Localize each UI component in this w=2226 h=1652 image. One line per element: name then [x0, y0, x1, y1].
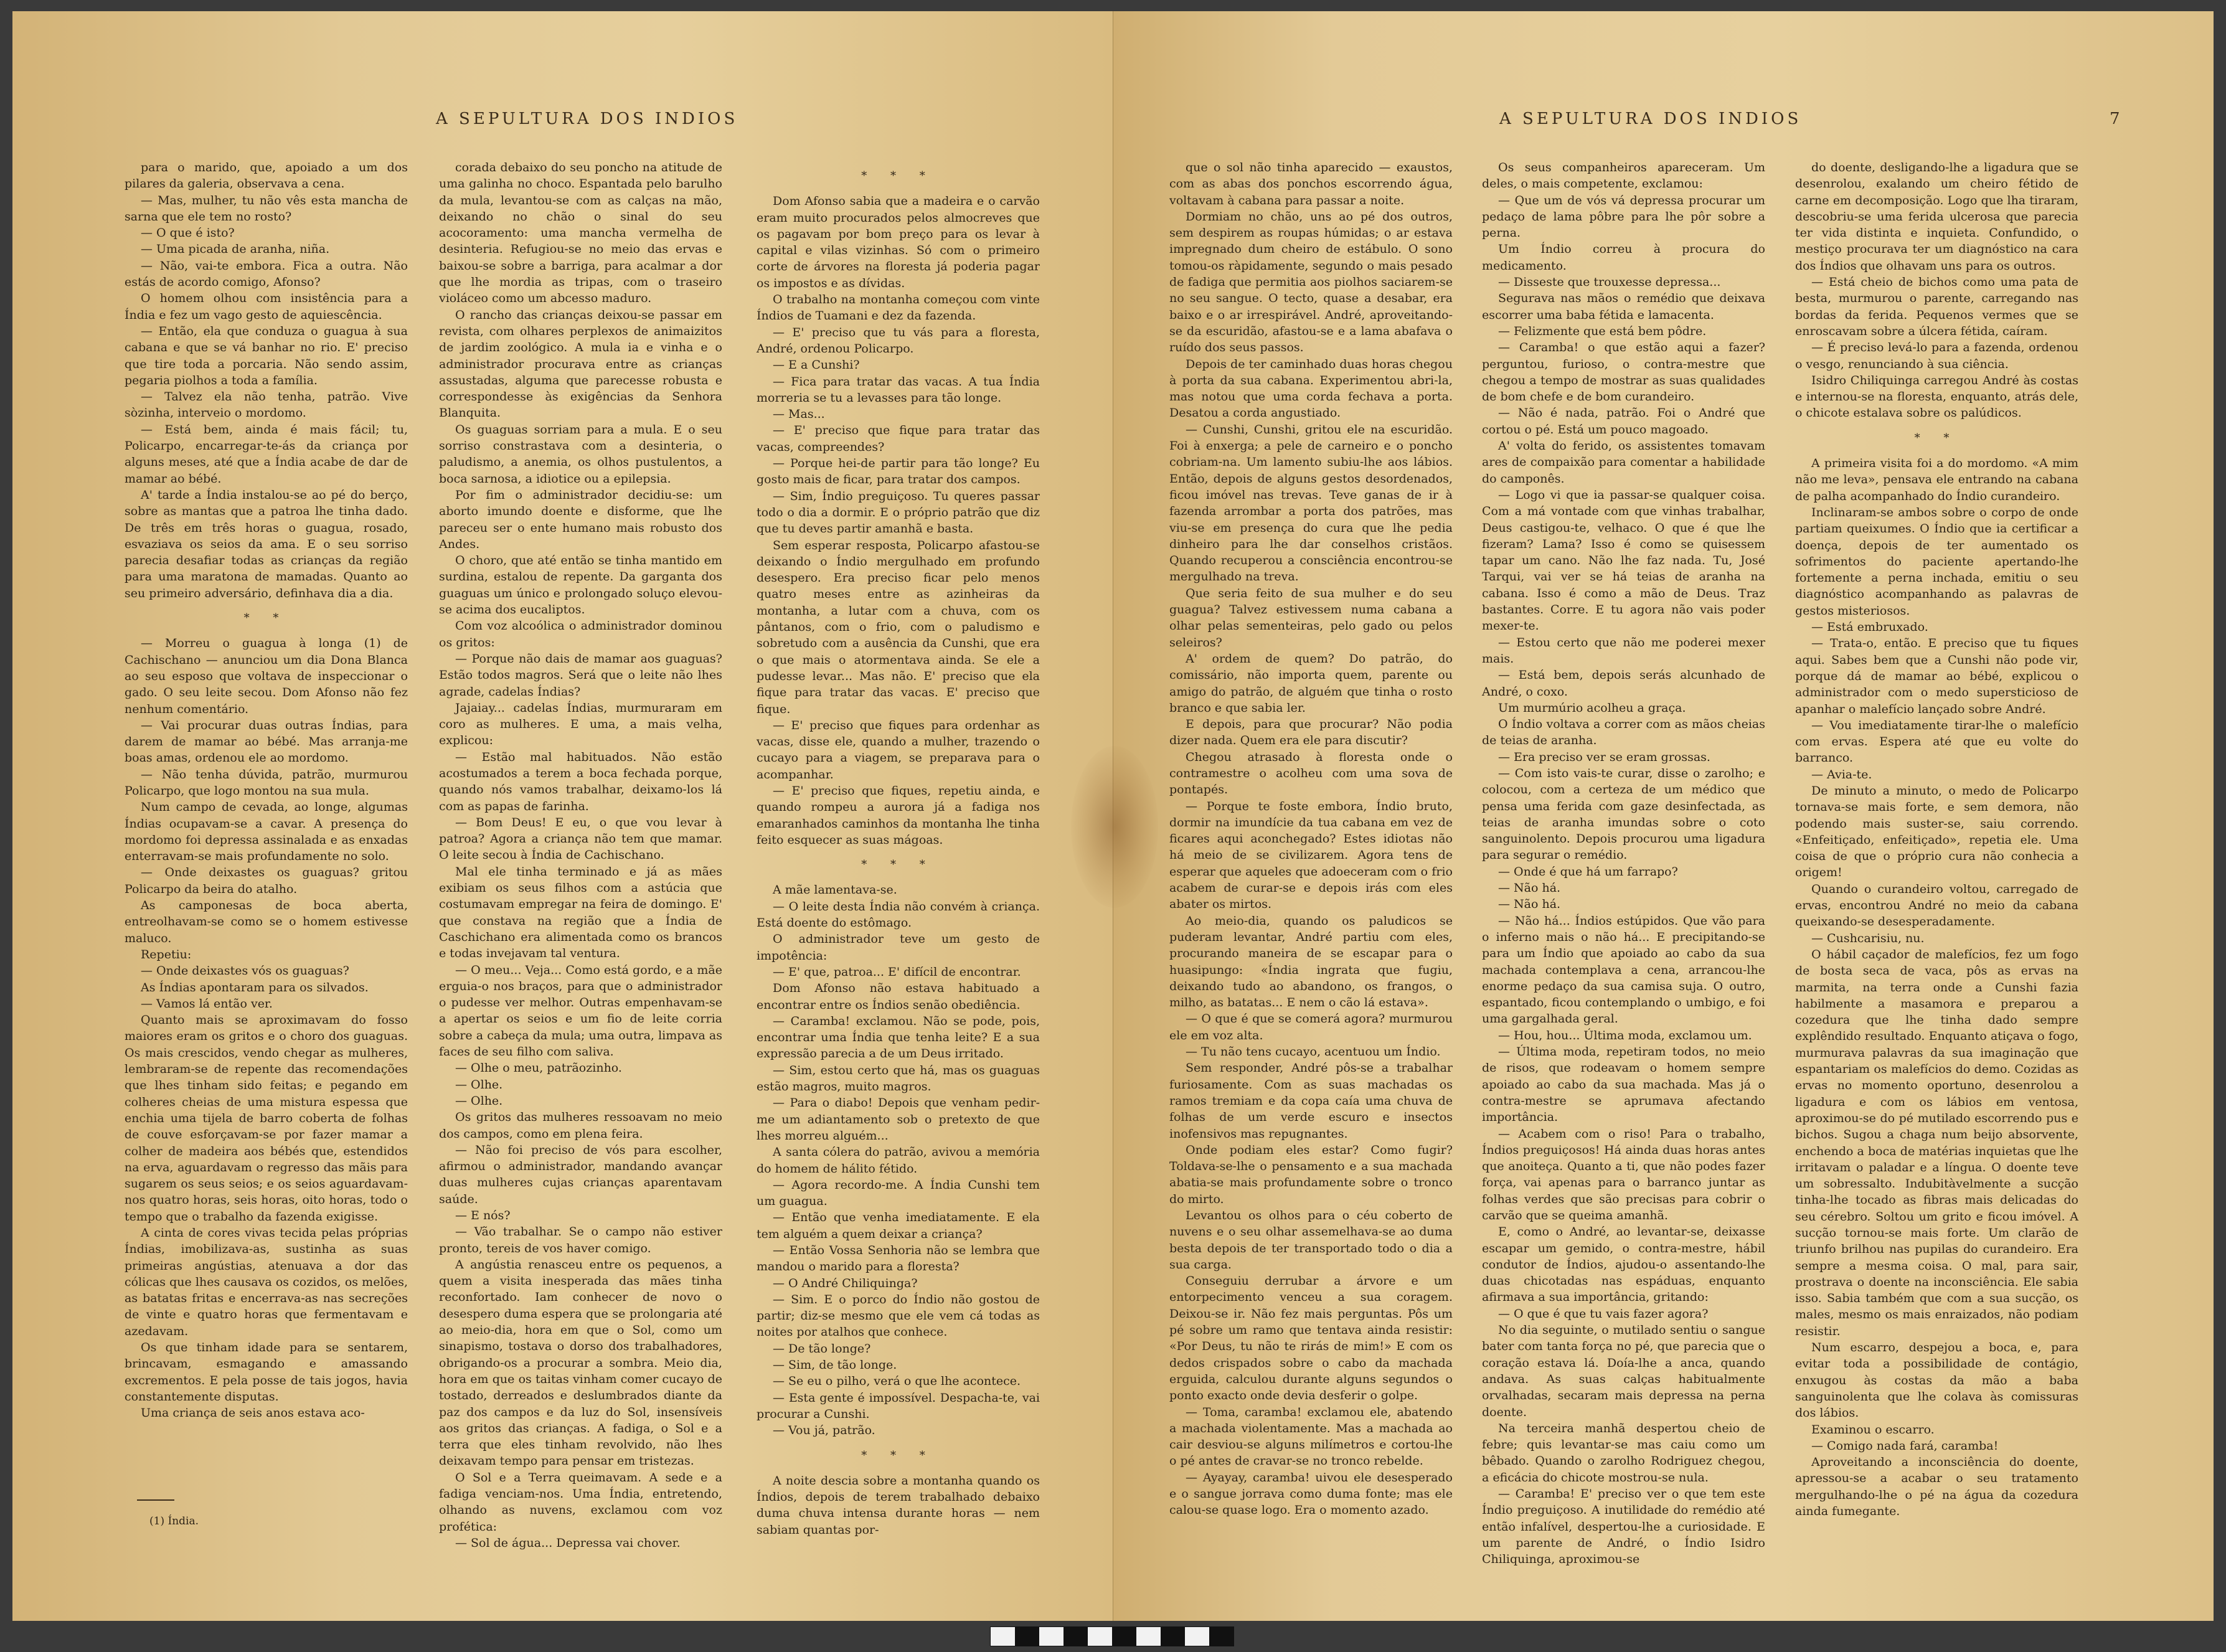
paragraph: — Sim. E o porco do Índio não gostou de partir; diz-se mesmo que ele vem cá todas as noites por atalhos que conhece.: [757, 1292, 1040, 1339]
paragraph: — Não há.: [1498, 897, 1561, 912]
paragraph: — O que é que tu vais fazer agora?: [1498, 1306, 1709, 1321]
paragraph: — Agora recordo-me. A Índia Cunshi tem um guagua.: [757, 1178, 1040, 1209]
paragraph: Os gritos das mulheres ressoavam no meio dos campos, como em plena feira.: [439, 1110, 722, 1141]
paragraph: — De tão longe?: [773, 1341, 871, 1356]
paragraph: corada debaixo do seu poncho na atitude de uma galinha no choco. Espantada pelo barulho da mula, levantou-se com as calças na mão, deixando no chão o sinal do seu acocoramento: uma mancha vermelha de desinteria. Refugiou-se no meio das ervas e baixou-se sobre a barriga, para acalmar a dor que lhe mordia as tripas, com o traseiro violáceo como um abcesso maduro.: [439, 161, 722, 306]
paragraph: O Sol e a Terra queimavam. A sede e a fadiga venciam-nos. Uma Índia, entretendo, olhando as nuvens, exclamou com voz profética:: [439, 1470, 722, 1534]
paragraph: — O que é isto?: [141, 226, 235, 240]
paragraph: Examinou o escarro.: [1811, 1422, 1935, 1437]
section-separator: * * *: [861, 858, 935, 872]
left-page: [12, 11, 1113, 1621]
paragraph: — Não há.: [1498, 881, 1561, 895]
paragraph: para o marido, que, apoiado a um dos pilares da galeria, observava a cena.: [125, 161, 408, 191]
scale-ruler: [990, 1626, 1234, 1646]
paragraph: Num campo de cevada, ao longe, algumas Índias ocupavam-se a cavar. A presença do mordomo foi depressa assinalada e as enxadas enterravam-se mais profundamente no solo.: [125, 800, 408, 864]
paragraph: — Caramba! o que estão aqui a fazer? perguntou, furioso, o contra-mestre que chegou a tempo de mostrar as suas qualidades de bom chefe e de bom curandeiro.: [1482, 341, 1765, 404]
left-column-1: [125, 159, 408, 1504]
paragraph: do doente, desligando-lhe a ligadura que se desenrolou, exalando um cheiro fétido de carne em decomposição. Logo que lha tiraram, descobriu-se uma ferida ulcerosa que parecia ter vida distinta e inquieta. Confundido, o mestiço procurava ter um diagnóstico na cara dos Índios que olhavam uns para os outros.: [1795, 161, 2078, 273]
paragraph: A' ordem de quem? Do patrão, do comissário, não importa quem, parente ou amigo do patrão, de alguém que tinha o rosto branco e que sabia ler.: [1169, 651, 1453, 715]
section-separator: * * *: [861, 169, 935, 182]
paragraph: Por fim o administrador decidiu-se: um aborto imundo doente e disforme, que lhe pareceu ser o ente humano mais robusto dos Andes.: [439, 488, 722, 551]
paragraph: — Talvez ela não tenha, patrão. Vive sòzinha, interveio o mordomo.: [125, 390, 408, 420]
paragraph: O hábil caçador de malefícios, fez um fogo de bosta seca de vaca, pôs as ervas na marmita, na terra onde a Cunshi fazia habilmente a masamora e preparou a cozedura que lhe tinha dado sempre explêndido resultado. Enquanto atiçava o fogo, murmurava palavras da sua imaginação que espantariam os malefícios do demo. Cozidas as ervas no momento oportuno, desenrolou a ligadura e com os lábios em ventosa, aproximou-se do pé mutilado escorrendo pus e bichos. Sugou a chaga num beijo absorvente, enchendo a boca de matérias inquietas que lhe irritavam o paladar e a língua. O doente teve um sobressalto. Indubitàvelmente a sucção tinha-lhe tocado as fibras mais delicadas do seu cérebro. Soltou um grito e ficou imóvel. A sucção tornou-se mais forte. Um clarão de triunfo brilhou nas pupilas do curandeiro. Era sempre a mesma coisa. O mal, para sair, prostrava o doente na inconsciência. Ele sabia isso. Sabia também que com a sua sucção, os males, mesmo os mais enraizados, não podiam resistir.: [1795, 947, 2078, 1338]
paragraph: — Olhe.: [455, 1077, 503, 1092]
paragraph: Ao meio-dia, quando os paludicos se puderam levantar, André partiu com eles, procurando maneira de se escapar para o huasipungo: «Índia ingrata que fugiu, deixando tudo ao abandono, os frangos, o milho, as batatas... E nem o cão lá estava».: [1169, 913, 1453, 1010]
paragraph: A primeira visita foi a do mordomo. «A mim não me leva», pensava ele entrando na cabana de palha acompanhado do Índio curandeiro.: [1795, 456, 2078, 503]
paragraph: Repetiu:: [141, 947, 192, 961]
paragraph: — Olhe.: [455, 1093, 503, 1108]
paragraph: Os seus companheiros apareceram. Um deles, o mais competente, exclamou:: [1482, 161, 1765, 191]
paragraph: — Estou certo que não me poderei mexer mais.: [1482, 635, 1765, 666]
paragraph: E depois, para que procurar? Não podia dizer nada. Quem era ele para discutir?: [1169, 717, 1453, 748]
paragraph: — Está cheio de bichos como uma pata de besta, murmurou o parente, carregando nas bordas da ferida. Pequenos vermes que se enroscavam sobre a úlcera fétida, caíram.: [1795, 275, 2078, 338]
paragraph: Isidro Chiliquinga carregou André às costas e internou-se na floresta, enquanto, atrás dele, o chicote estalava sobre os palúdicos.: [1795, 373, 2078, 420]
paragraph: Dom Afonso sabia que a madeira e o carvão eram muito procurados pelos almocreves que os pagavam por bom preço para os levar à capital e vilas vizinhas. Só com o primeiro corte de árvores na floresta já poderia pagar os impostos e as dívidas.: [757, 194, 1040, 290]
paragraph: — Hou, hou... Última moda, exclamou um.: [1498, 1028, 1752, 1042]
paragraph: Os guaguas sorriam para a mula. E o seu sorriso constrastava com a desinteria, o paludismo, a anemia, os olhos pustulentos, a boca sarnosa, a idiotice ou a epilepsia.: [439, 422, 722, 486]
paragraph: Jajaiay... cadelas Índias, murmuraram em coro as mulheres. E uma, a mais velha, explicou:: [439, 701, 722, 748]
left-running-header: A SEPULTURA DOS INDIOS: [436, 110, 738, 128]
paragraph: — É preciso levá-lo para a fazenda, ordenou o vesgo, renunciando à sua ciência.: [1795, 341, 2078, 371]
paragraph: — Então que venha imediatamente. E ela tem alguém a quem deixar a criança?: [757, 1211, 1040, 1241]
paragraph: — Vai procurar duas outras Índias, para darem de mamar ao bébé. Mas arranja-me boas amas, ordenou ele ao mordomo.: [125, 718, 408, 765]
paragraph: — Fica para tratar das vacas. A tua Índia morreria se tu a levasses para tão longe.: [757, 374, 1040, 405]
section-separator: * *: [1914, 431, 1960, 445]
paragraph: — Não tenha dúvida, patrão, murmurou Policarpo, que logo montou na sua mula.: [125, 767, 408, 798]
paragraph: — Uma picada de aranha, niña.: [141, 242, 330, 257]
paragraph: — Não, vai-te embora. Fica a outra. Não estás de acordo comigo, Afonso?: [125, 258, 408, 290]
paragraph: — Então, ela que conduza o guagua à sua cabana e que se vá banhar no rio. E' preciso que tire toda a porcaria. Não sendo assim, pegaria piolhos a toda a família.: [125, 324, 408, 387]
paragraph: Uma criança de seis anos estava aco-: [141, 1406, 365, 1420]
paragraph: — Caramba! exclamou. Não se pode, pois, encontrar uma Índia que tenha leite? E a sua expressão parecia a de um Deus irritado.: [757, 1014, 1040, 1061]
paragraph: Mal ele tinha terminado e já as mães exibiam os seus filhos com a astúcia que costumavam empregar na feira de domingo. E' que constava na região que a Índia de Caschichano era alimentada como os brancos e todas invejavam tal ventura.: [439, 864, 722, 961]
paragraph: — E nós?: [455, 1209, 511, 1222]
paragraph: — Tu não tens cucayo, acentuou um Índio.: [1186, 1045, 1441, 1059]
paragraph: Aproveitando a inconsciência do doente, apressou-se a acabar o seu tratamento mergulhando-lhe o pé na água da cozedura ainda fumegante.: [1795, 1455, 2078, 1519]
paragraph: — Logo vi que ia passar-se qualquer coisa. Com a má vontade com que vinhas trabalhar, Deus castigou-te, velhaco. O que é que lhe fizeram? Lama? Isso é como se quisessem tapar um cano. Não lhe faz nada. Tu, José Tarqui, vai ver se há teias de aranha na cabana. Isso é como a mão de Deus. Traz bastantes. Corre. E tu agora não vais poder mexer-te.: [1482, 488, 1765, 633]
paragraph: O choro, que até então se tinha mantido em surdina, estalou de repente. Da garganta dos guaguas um único e prolongado soluço elevou-se acima dos eucaliptos.: [439, 554, 722, 617]
left-column-2: [439, 159, 722, 1550]
right-running-header: A SEPULTURA DOS INDIOS: [1499, 110, 1802, 128]
paragraph: — Esta gente é impossível. Despacha-te, vai procurar a Cunshi.: [757, 1390, 1040, 1421]
paragraph: — Vamos lá então ver.: [141, 996, 273, 1011]
paragraph: No dia seguinte, o mutilado sentiu o sangue bater com tanta força no pé, que parecia que o coração estava lá. Doía-lhe a anca, quando andava. As suas calças habitualmente orvalhadas, secaram mais depressa na perna doente.: [1482, 1323, 1765, 1419]
paragraph: — Porque não dais de mamar aos guaguas? Estão todos magros. Será que o leite não lhes agrade, cadelas Índias?: [439, 651, 722, 699]
paragraph: — Acabem com o riso! Para o trabalho, Índios preguiçosos! Há ainda duas horas antes que anoiteça. Quanto a ti, que não podes fazer força, vai apenas para o barranco juntar as folhas verdes que são precisas para cobrir o carvão que se queima amanhã.: [1482, 1126, 1765, 1222]
paragraph: — Cushcarisiu, nu.: [1811, 931, 1925, 945]
water-stain: [1071, 746, 1158, 908]
paragraph: — Vou já, patrão.: [773, 1423, 875, 1438]
paragraph: — E' preciso que tu vás para a floresta, André, ordenou Policarpo.: [757, 325, 1040, 356]
paragraph: — Trata-o, então. E preciso que tu fiques aqui. Sabes bem que a Cunshi não pode vir, porque dá de mamar ao bébé, explicou o administrador com o medo supersticioso de apanhar o malefício lançado sobre André.: [1795, 636, 2078, 716]
paragraph: Dom Afonso não estava habituado a encontrar entre os Índios senão obediência.: [757, 981, 1040, 1012]
paragraph: — Onde deixastes vós os guaguas?: [141, 964, 349, 978]
paragraph: — O André Chiliquinga?: [773, 1276, 918, 1290]
section-separator: * *: [243, 611, 289, 625]
paragraph: Quando o curandeiro voltou, carregado de ervas, encontrou André no meio da cabana queixando-se desesperadamente.: [1795, 882, 2078, 929]
book-spread: [12, 11, 2214, 1621]
paragraph: A santa cólera do patrão, avivou a memória do homem de hálito fétido.: [757, 1145, 1040, 1176]
right-column-3: [1795, 159, 2078, 1519]
page-number: 7: [2110, 110, 2120, 128]
paragraph: — Vão trabalhar. Se o campo não estiver pronto, tereis de vos haver comigo.: [439, 1225, 722, 1255]
left-column-3: [757, 159, 1040, 1537]
paragraph: — Está embruxado.: [1811, 620, 1928, 635]
right-column-1: [1169, 159, 1453, 1517]
paragraph: Depois de ter caminhado duas horas chegou à porta da sua cabana. Experimentou abri-la, mas notou que uma corda fechava a porta. Desatou a corda angustiado.: [1169, 357, 1453, 420]
paragraph: A noite descia sobre a montanha quando os Índios, depois de terem trabalhado debaixo duma chuva intensa durante horas — nem sabiam quantas por-: [757, 1473, 1040, 1537]
paragraph: A angústia renasceu entre os pequenos, a quem a visita inesperada das mães tinha reconfortado. Iam conhecer de novo o desespero duma espera que se prolongaria até ao meio-dia, hora em que o Sol, como um sinapismo, tostava o dorso dos trabalhadores, obrigando-os a procurar a sombra. Meio dia, hora em que os taitas vinham comer cucayo de tostado, derreados e deslumbrados diante da paz dos campos e da luz do Sol, insensíveis aos gritos das crianças. A fadiga, o Sol e a terra que eles tinham revolvido, não lhes deixavam tempo para pensar em tristezas.: [439, 1257, 722, 1468]
paragraph: — Ayayay, caramba! uivou ele desesperado e o sangue jorrava como duma fonte; mas ele calou-se quase logo. Era o momento azado.: [1169, 1470, 1453, 1517]
paragraph: — Não foi preciso de vós para escolher, afirmou o administrador, mandando avançar duas mulheres cujas crianças aparentavam saúde.: [439, 1143, 722, 1206]
paragraph: — Para o diabo! Depois que venham pedir-me um adiantamento sob o pretexto de que lhes morreu alguém...: [757, 1096, 1040, 1143]
paragraph: O homem olhou com insistência para a Índia e fez um vago gesto de aquiescência.: [125, 291, 408, 322]
paragraph: — O meu... Veja... Como está gordo, e a mãe erguia-o nos braços, para que o administrador o pudesse ver melhor. Outras empenhavam-se a apertar os seios e um fio de leite corria sobre a cabeça da mula; uma outra, limpava as faces de seu filho com saliva.: [439, 963, 722, 1059]
paragraph: — Morreu o guagua à longa (1) de Cachischano — anunciou um dia Dona Blanca ao seu esposo que voltava de inspeccionar o gado. O seu leite secou. Dom Afonso não fez nenhum comentário.: [125, 636, 408, 716]
paragraph: — Sol de água... Depressa vai chover.: [455, 1536, 681, 1550]
paragraph: A' volta do ferido, os assistentes tomavam ares de compaixão para comentar a habilidade do camponês.: [1482, 439, 1765, 486]
paragraph: Os que tinham idade para se sentarem, brincavam, esmagando e amassando excrementos. E pela posse de tais jogos, havia constantemente disputas.: [125, 1341, 408, 1404]
paragraph: Que seria feito de sua mulher e do seu guagua? Talvez estivessem numa cabana a olhar pelas sementeiras, pelo gado ou pelos seleiros?: [1169, 586, 1453, 649]
paragraph: — Última moda, repetiram todos, no meio de risos, que rodeavam o homem sempre apoiado ao cabo da sua machada. Mas já o contra-mestre se aprumava afectando importância.: [1482, 1045, 1765, 1125]
footnote-rule: [137, 1499, 174, 1501]
paragraph: — Não há... Índios estúpidos. Que vão para o inferno mais o não há... E precipitando-se para um Índio que apoiado ao cabo da sua machada contemplava a cena, arrancou-lhe enorme pedaço da sua camisa suja. O outro, espantado, ficou contemplando o umbigo, e foi uma gargalhada geral.: [1482, 913, 1765, 1026]
paragraph: — Mas...: [773, 407, 825, 422]
paragraph: Sem esperar resposta, Policarpo afastou-se deixando o Índio mergulhado em profundo desespero. Era preciso ficar pelo menos quatro meses entre as azinheiras da montanha, a lutar com a chuva, com os pântanos, com o frio, com o paludismo e sobretudo com a ausência da Cunshi, que era o que mais o atormentava ainda. Se ele a pudesse levar... Mas não. E' preciso que ela fique para tratar das vacas. E' preciso que fique.: [757, 538, 1040, 716]
paragraph: O administrador teve um gesto de impotência:: [757, 932, 1040, 963]
paragraph: — Onde é que há um farrapo?: [1498, 864, 1678, 879]
paragraph: — Vou imediatamente tirar-lhe o malefício com ervas. Espera até que eu volte do barranco.: [1795, 718, 2078, 765]
paragraph: — Avia-te.: [1811, 767, 1872, 781]
paragraph: Inclinaram-se ambos sobre o corpo de onde partiam queixumes. O Índio que ia certificar a doença, depois de ter aumentado os sofrimentos do paciente apertando-lhe fortemente a perna inchada, emitiu o seu diagnóstico acompanhando as palavras de gestos misteriosos.: [1795, 505, 2078, 618]
paragraph: Conseguiu derrubar a árvore e um entorpecimento venceu a sua coragem. Deixou-se ir. Não fez mais perguntas. Pôs um pé sobre um ramo que tentava ainda resistir: «Por Deus, tu não te rirás de mim!» E com os dedos crispados sobre o cabo da machada erguida, calculou durante alguns segundos o ponto exacto onde devia desferir o golpe.: [1169, 1274, 1453, 1403]
paragraph: — Estão mal habituados. Não estão acostumados a terem a boca fechada porque, quando nós vamos trabalhar, deixamo-los lá com as papas de farinha.: [439, 750, 722, 813]
paragraph: — E a Cunshi?: [773, 358, 860, 372]
paragraph: — Está bem, ainda é mais fácil; tu, Policarpo, encarregar-te-ás da criança por alguns meses, até que a Índia acabe de dar de mamar ao bébé.: [125, 422, 408, 486]
paragraph: Levantou os olhos para o céu coberto de nuvens e o seu olhar assemelhava-se ao duma besta depois de ter transportado todo o dia a sua carga.: [1169, 1209, 1453, 1272]
paragraph: — Então Vossa Senhoria não se lembra que mandou o marido para a floresta?: [757, 1244, 1040, 1274]
paragraph: — Está bem, depois serás alcunhado de André, o coxo.: [1482, 668, 1765, 699]
paragraph: A mãe lamentava-se.: [773, 883, 897, 897]
paragraph: Um murmúrio acolheu a graça.: [1498, 701, 1686, 715]
paragraph: As camponesas de boca aberta, entreolhavam-se como se o homem estivesse maluco.: [125, 899, 408, 945]
paragraph: — Que um de vós vá depressa procurar um pedaço de lama pôbre para lhe pôr sobre a perna.: [1482, 193, 1765, 240]
paragraph: — Sim, de tão longe.: [773, 1358, 897, 1372]
paragraph: — Cunshi, Cunshi, gritou ele na escuridão. Foi à enxerga; a pele de carneiro e o poncho cobriam-na. Um lamento subiu-lhe aos lábios. Então, depois de alguns gestos desordenados, ficou imóvel nas trevas. Teve ganas de ir à fazenda arrombar a porta dos patrões, mas viu-se em presença do cura que lhe pedia dinheiro para lhe dar conselhos cristãos. Quando recuperou a consciência encontrou-se mergulhado na treva.: [1169, 422, 1453, 584]
paragraph: Segurava nas mãos o remédio que deixava escorrer uma baba fétida e lamacenta.: [1482, 291, 1765, 322]
paragraph: — Toma, caramba! exclamou ele, abatendo a machada violentamente. Mas a machada ao cair desviou-se alguns milímetros e cortou-lhe o pé antes de cravar-se no tronco rebelde.: [1169, 1405, 1453, 1468]
footnote: (1) Índia.: [149, 1515, 199, 1527]
paragraph: Sem responder, André pôs-se a trabalhar furiosamente. Com as suas machadas os ramos tremiam e da copa caía uma chuva de folhas de um verde escuro e insectos inofensivos mas repugnantes.: [1169, 1061, 1453, 1141]
paragraph: Dormiam no chão, uns ao pé dos outros, sem despirem as roupas húmidas; o ar estava impregnado dum cheiro de estábulo. O sono tomou-os ràpidamente, segundo o mais pesado de fadiga que permitia aos piolhos saciarem-se no seu sangue. O tecto, quase a desabar, era baixo e o ar irrespirável. André, aproveitando-se da escuridão, afastou-se e a lama abafava o ruído dos seus passos.: [1169, 209, 1453, 355]
paragraph: — E' preciso que fiques para ordenhar as vacas, disse ele, quando a mulher, trazendo o cucayo para a viagem, se preparava para o acompanhar.: [757, 718, 1040, 781]
paragraph: Chegou atrasado à floresta onde o contramestre o acolheu com uma sova de pontapés.: [1169, 750, 1453, 797]
paragraph: As Índias apontaram para os silvados.: [141, 980, 369, 994]
paragraph: — Onde deixastes os guaguas? gritou Policarpo da beira do atalho.: [125, 866, 408, 896]
paragraph: — O leite desta Índia não convém à criança. Está doente do estômago.: [757, 899, 1040, 930]
right-page: [1113, 11, 2214, 1621]
paragraph: A cinta de cores vivas tecida pelas próprias Índias, imobilizava-as, sustinha as suas primeiras angústias, atenuava a dor das cólicas que lhes causava os cozidos, os melões, as batatas fritas e encerrava-as nas secreções de vinte e quatro horas que fermentavam e azedavam.: [125, 1226, 408, 1338]
paragraph: Um Índio correu à procura do medicamento.: [1482, 242, 1765, 273]
paragraph: — Disseste que trouxesse depressa...: [1498, 275, 1721, 290]
paragraph: — Mas, mulher, tu não vês esta mancha de sarna que ele tem no rosto?: [125, 193, 408, 224]
paragraph: — Caramba! E' preciso ver o que tem este Índio preguiçoso. A inutilidade do remédio até então infalível, despertou-lhe a curiosidade. E um parente de André, o Índio Isidro Chiliquinga, aproximou-se: [1482, 1487, 1765, 1567]
paragraph: — Bom Deus! E eu, o que vou levar à patroa? Agora a criança não tem que mamar. O leite secou à Índia de Cachischano.: [439, 815, 722, 862]
paragraph: — Com isto vais-te curar, disse o zarolho; e colocou, com a certeza de um médico que pensa uma ferida com gaze desinfectada, as teias de aranha imundas sobre o coto sanguinolento. Depois procurou uma ligadura para segurar o remédio.: [1482, 766, 1765, 862]
paragraph: — Sim, Índio preguiçoso. Tu queres passar todo o dia a dormir. E o próprio patrão que diz que tu deves partir amanhã e basta.: [757, 489, 1040, 536]
paragraph: — E' que, patroa... E' difícil de encontrar.: [773, 965, 1021, 979]
paragraph: — Porque te foste embora, Índio bruto, dormir na imundície da tua cabana em vez de ficares aqui aconchegado? Estes idiotas não há meio de se civilizarem. Agora tens de esperar que aqueles que adoeceram com o frio acabem de curar-se e depois irás com eles abater os mirtos.: [1169, 799, 1453, 912]
paragraph: De minuto a minuto, o medo de Policarpo tornava-se mais forte, e sem demora, não podendo mais suster-se, saiu correndo. «Enfeitiçado, enfeitiçado», repetia ele. Uma coisa de que o próprio cura não conhecia a origem!: [1795, 783, 2078, 880]
paragraph: E, como o André, ao levantar-se, deixasse escapar um gemido, o contra-mestre, hábil condutor de Índios, ajudou-o assentando-lhe duas chicotadas nas espáduas, enquanto afirmava a sua importância, gritando:: [1482, 1225, 1765, 1305]
paragraph: O Índio voltava a correr com as mãos cheias de teias de aranha.: [1482, 717, 1765, 748]
paragraph: — Felizmente que está bem pôdre.: [1498, 324, 1707, 338]
paragraph: Com voz alcoólica o administrador dominou os gritos:: [439, 619, 722, 649]
paragraph: — E' preciso que fique para tratar das vacas, compreendes?: [757, 423, 1040, 454]
paragraph: — E' preciso que fiques, repetiu ainda, e quando rompeu a aurora já a fadiga nos emaranhados caminhos da montanha lhe tinha feito esquecer as suas mágoas.: [757, 783, 1040, 847]
paragraph: — O que é que se comerá agora? murmurou ele em voz alta.: [1169, 1012, 1453, 1042]
paragraph: Quanto mais se aproximavam do fosso maiores eram os gritos e o choro dos guaguas. Os mais crescidos, vendo chegar as mulheres, lembraram-se de repente das recomendações que lhes tinham sido feitas; e pegando em colheres cheias de uma mistura espessa que enchia uma tijela de barro coberta de folhas de couve esforçavam-se por fazer mamar a colher de madeira aos bébés que, estendidos na erva, aguardavam o regresso das mãis para sugarem os seus seios; e os seios aguardavam-nos quatro horas, seis horas, oito horas, todo o tempo que o trabalho da fazenda exigisse.: [125, 1013, 408, 1224]
paragraph: — Olhe o meu, patrãozinho.: [455, 1061, 622, 1075]
paragraph: Num escarro, despejou a boca, e, para evitar toda a possibilidade de contágio, enxugou às costas da mão a baba sanguinolenta que lhe colava às comissuras dos lábios.: [1795, 1341, 2078, 1420]
paragraph: que o sol não tinha aparecido — exaustos, com as abas dos ponchos escorrendo água, voltavam à cabana para passar a noite.: [1169, 161, 1453, 207]
paragraph: A' tarde a Índia instalou-se ao pé do berço, sobre as mantas que a patroa lhe tinha dado. De três em três horas o guagua, rosado, esvaziava os seios da ama. E o seu sorriso parecia desafiar todas as crianças da região para uma maratona de mamadas. Quanto ao seu primeiro adversário, definhava dia a dia.: [125, 488, 408, 600]
paragraph: O rancho das crianças deixou-se passar em revista, com olhares perplexos de animaizitos de jardim zoológico. A mula ia e vinha e o administrador procurava entre as crianças assustadas, alguma que parecesse robusta e correspondesse às exigências da Senhora Blanquita.: [439, 308, 722, 420]
section-separator: * * *: [861, 1448, 935, 1462]
paragraph: — Sim, estou certo que há, mas os guaguas estão magros, muito magros.: [757, 1063, 1040, 1094]
paragraph: — Não é nada, patrão. Foi o André que cortou o pé. Está um pouco magoado.: [1482, 406, 1765, 437]
paragraph: — Comigo nada fará, caramba!: [1811, 1438, 1999, 1453]
paragraph: Na terceira manhã despertou cheio de febre; quis levantar-se mas caiu como um bêbado. Quando o zarolho Rodriguez chegou, a eficácia do chicote mostrou-se nula.: [1482, 1421, 1765, 1484]
paragraph: Onde podiam eles estar? Como fugir? Toldava-se-lhe o pensamento e a sua machada abatia-se mais profundamente sobre o tronco do mirto.: [1169, 1143, 1453, 1206]
paragraph: O trabalho na montanha começou com vinte Índios de Tuamani e dez da fazenda.: [757, 293, 1040, 323]
right-column-2: [1482, 159, 1765, 1567]
paragraph: — Porque hei-de partir para tão longe? Eu gosto mais de ficar, para tratar dos campos.: [757, 456, 1040, 487]
paragraph: — Se eu o pilho, verá o que lhe acontece.: [773, 1374, 1021, 1389]
paragraph: — Era preciso ver se eram grossas.: [1498, 750, 1710, 764]
